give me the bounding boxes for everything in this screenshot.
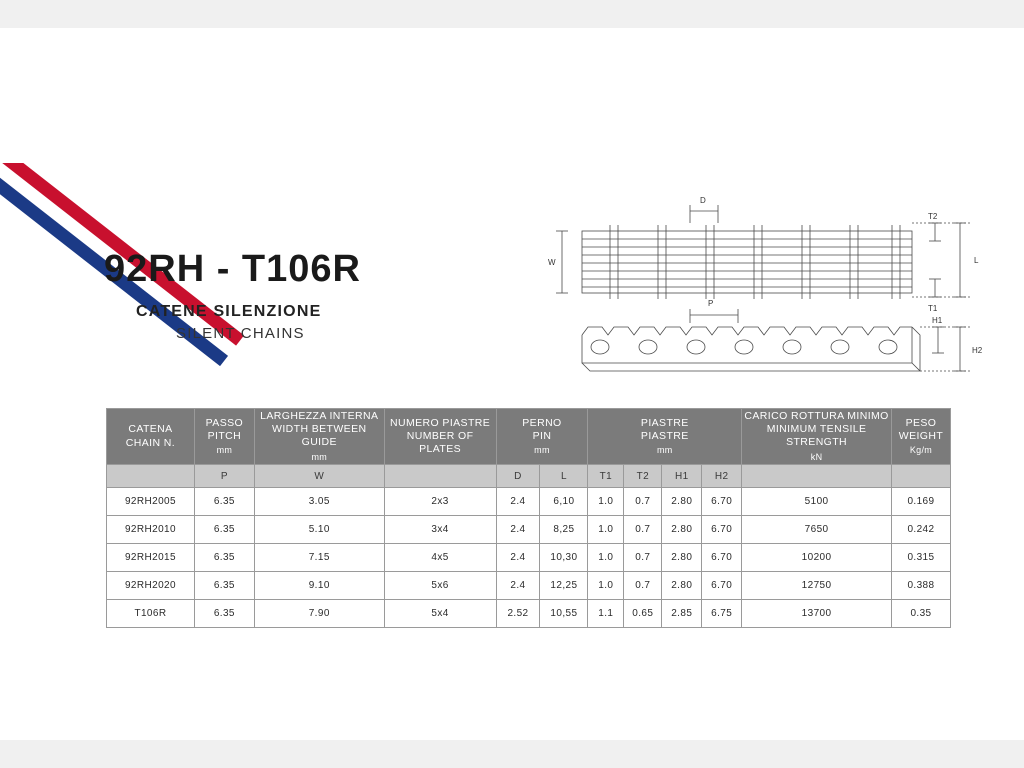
cell-tensile: 12750 <box>742 572 892 600</box>
drawing-label-l: L <box>974 256 979 265</box>
subheader-blank-4 <box>891 465 950 488</box>
subheader-t1: T1 <box>588 465 624 488</box>
header-pin: PERNO PIN mm <box>496 409 588 465</box>
cell-plates: 3x4 <box>384 516 496 544</box>
subheader-blank-3 <box>742 465 892 488</box>
table-row <box>107 572 951 600</box>
table-row <box>107 516 951 544</box>
cell-width: 7.15 <box>254 544 384 572</box>
header-tensile: CARICO ROTTURA MINIMO MINIMUM TENSILE STRENGTH kN <box>742 409 892 465</box>
drawing-label-w: W <box>548 258 556 267</box>
cell-pitch: 6.35 <box>194 600 254 628</box>
top-band <box>0 0 1024 28</box>
cell-h1: 2.80 <box>662 572 702 600</box>
cell-pitch: 6.35 <box>194 572 254 600</box>
cell-weight: 0.388 <box>891 572 950 600</box>
drawing-label-t1: T1 <box>928 304 938 313</box>
cell-h1: 2.80 <box>662 488 702 516</box>
page-title: 92RH - T106R <box>104 248 361 290</box>
cell-l: 12,25 <box>540 572 588 600</box>
drawing-label-p: P <box>708 299 714 308</box>
cell-t2: 0.7 <box>624 516 662 544</box>
subheader-l: L <box>540 465 588 488</box>
cell-h2: 6.70 <box>702 488 742 516</box>
cell-tensile: 5100 <box>742 488 892 516</box>
header-weight: PESO WEIGHT Kg/m <box>891 409 950 465</box>
table-row <box>107 600 951 628</box>
drawing-label-h2: H2 <box>972 346 983 355</box>
header-plate-dims: PIASTRE PIASTRE mm <box>588 409 742 465</box>
drawing-label-t2: T2 <box>928 212 938 221</box>
cell-d: 2.4 <box>496 572 540 600</box>
header-chain: CATENA CHAIN N. <box>107 409 195 465</box>
table-row <box>107 544 951 572</box>
cell-width: 9.10 <box>254 572 384 600</box>
cell-weight: 0.315 <box>891 544 950 572</box>
cell-h2: 6.70 <box>702 572 742 600</box>
cell-l: 6,10 <box>540 488 588 516</box>
subtitle-english: SILENT CHAINS <box>176 325 305 342</box>
subheader-h2: H2 <box>702 465 742 488</box>
header-width: LARGHEZZA INTERNA WIDTH BETWEEN GUIDE mm <box>254 409 384 465</box>
cell-plates: 5x4 <box>384 600 496 628</box>
cell-pitch: 6.35 <box>194 544 254 572</box>
subheader-blank-1 <box>107 465 195 488</box>
cell-l: 10,55 <box>540 600 588 628</box>
cell-tensile: 7650 <box>742 516 892 544</box>
cell-width: 7.90 <box>254 600 384 628</box>
cell-plates: 5x6 <box>384 572 496 600</box>
cell-t2: 0.7 <box>624 488 662 516</box>
cell-width: 5.10 <box>254 516 384 544</box>
cell-t1: 1.0 <box>588 488 624 516</box>
subheader-blank-2 <box>384 465 496 488</box>
table-subheader-row <box>107 465 951 488</box>
cell-weight: 0.169 <box>891 488 950 516</box>
cell-d: 2.4 <box>496 516 540 544</box>
cell-t2: 0.65 <box>624 600 662 628</box>
cell-weight: 0.242 <box>891 516 950 544</box>
spec-table-container <box>106 408 951 628</box>
header-pitch: PASSO PITCH mm <box>194 409 254 465</box>
table-header-row <box>107 409 951 465</box>
cell-t2: 0.7 <box>624 572 662 600</box>
cell-plates: 2x3 <box>384 488 496 516</box>
spec-table <box>106 408 951 628</box>
technical-drawing <box>540 193 1005 398</box>
subheader-t2: T2 <box>624 465 662 488</box>
cell-tensile: 10200 <box>742 544 892 572</box>
cell-l: 10,30 <box>540 544 588 572</box>
header-plates: NUMERO PIASTRE NUMBER OF PLATES <box>384 409 496 465</box>
cell-d: 2.4 <box>496 488 540 516</box>
subheader-d: D <box>496 465 540 488</box>
cell-chain: 92RH2015 <box>107 544 195 572</box>
cell-chain: 92RH2005 <box>107 488 195 516</box>
drawing-label-h1: H1 <box>932 316 943 325</box>
table-body <box>107 488 951 628</box>
subheader-w: W <box>254 465 384 488</box>
cell-d: 2.52 <box>496 600 540 628</box>
subheader-h1: H1 <box>662 465 702 488</box>
cell-h2: 6.70 <box>702 516 742 544</box>
cell-t1: 1.0 <box>588 572 624 600</box>
cell-pitch: 6.35 <box>194 516 254 544</box>
cell-t1: 1.0 <box>588 516 624 544</box>
cell-h1: 2.80 <box>662 516 702 544</box>
cell-chain: 92RH2010 <box>107 516 195 544</box>
cell-chain: 92RH2020 <box>107 572 195 600</box>
cell-tensile: 13700 <box>742 600 892 628</box>
cell-d: 2.4 <box>496 544 540 572</box>
table-row <box>107 488 951 516</box>
cell-t1: 1.0 <box>588 544 624 572</box>
cell-plates: 4x5 <box>384 544 496 572</box>
bottom-band <box>0 740 1024 768</box>
cell-width: 3.05 <box>254 488 384 516</box>
cell-t1: 1.1 <box>588 600 624 628</box>
cell-chain: T106R <box>107 600 195 628</box>
subtitle-italian: CATENE SILENZIONE <box>136 303 322 320</box>
cell-t2: 0.7 <box>624 544 662 572</box>
subheader-p: P <box>194 465 254 488</box>
cell-l: 8,25 <box>540 516 588 544</box>
cell-pitch: 6.35 <box>194 488 254 516</box>
sheet <box>0 28 1024 740</box>
drawing-label-d: D <box>700 196 706 205</box>
cell-h1: 2.80 <box>662 544 702 572</box>
cell-weight: 0.35 <box>891 600 950 628</box>
cell-h1: 2.85 <box>662 600 702 628</box>
cell-h2: 6.70 <box>702 544 742 572</box>
cell-h2: 6.75 <box>702 600 742 628</box>
